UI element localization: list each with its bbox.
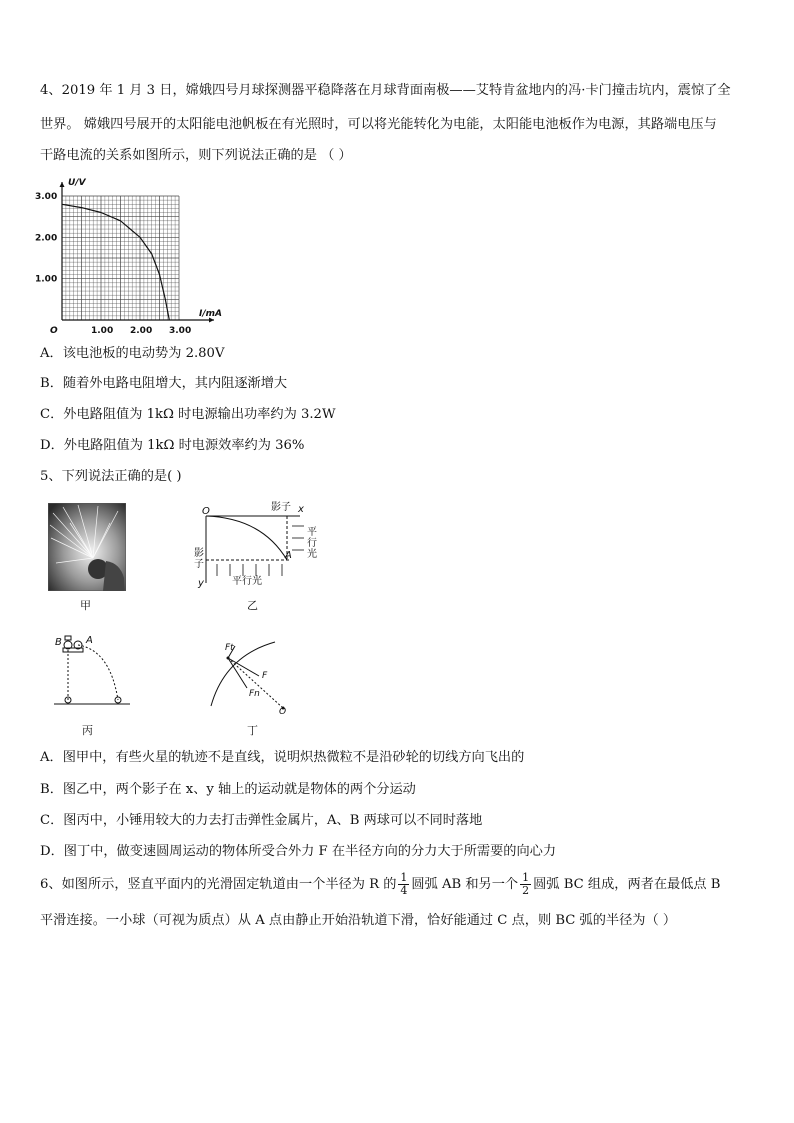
q5-option-b: B．图乙中，两个影子在 x、y 轴上的运动就是物体的两个分运动 xyxy=(40,782,416,797)
yi-label-guang: 光 xyxy=(307,549,317,560)
x-axis-label: I/mA xyxy=(199,309,222,319)
y-axis-arrow xyxy=(60,182,65,187)
figure-bing-two-balls xyxy=(52,630,132,710)
yi-label-shadow-top: 影子 xyxy=(271,502,291,513)
yi-label-shadow-side1: 影 xyxy=(194,548,204,559)
yi-label-y: y xyxy=(198,578,204,589)
x-tick-label: 2.00 xyxy=(130,326,153,335)
q4-option-c: C．外电路阻值为 1kΩ 时电源输出功率约为 3.2W xyxy=(40,407,336,422)
q4-option-d: D．外电路阻值为 1kΩ 时电源效率约为 36% xyxy=(40,438,305,453)
q6-fraction-quarter: $\frac{1}{4}$ xyxy=(400,871,408,897)
ui-chart xyxy=(34,170,224,335)
figure-jia-grinding-sparks xyxy=(48,503,126,591)
y-axis-label: U/V xyxy=(68,178,86,188)
origin-label: O xyxy=(50,326,58,335)
q6-stem-line2: 平滑连接。一小球（可视为质点）从 A 点由静止开始沿轨道下滑，恰好能通过 C 点，则 BC 弧的半径为（ ） xyxy=(40,913,677,928)
ding-label-o: O xyxy=(279,707,287,716)
y-tick-label: 1.00 xyxy=(35,274,58,285)
y-tick-label: 3.00 xyxy=(35,192,58,202)
q4-stem-line3: 干路电流的关系如图所示，则下列说法正确的是 （ ） xyxy=(40,148,352,163)
x-tick-label: 3.00 xyxy=(169,326,192,335)
q4-stem-line2: 世界。 嫦娥四号展开的太阳能电池帆板在有光照时，可以将光能转化为电能，太阳能电池板作为电源，其路端电压与 xyxy=(40,117,717,132)
yi-label-ping: 平 xyxy=(307,527,317,538)
caption-yi: 乙 xyxy=(247,599,258,612)
figure-yi-shadow-projection xyxy=(192,498,332,593)
ding-label-f: F xyxy=(262,671,268,681)
ding-label-ft: Ft xyxy=(225,643,234,653)
yi-label-parallel: 平行光 xyxy=(232,576,262,587)
q5-option-d: D．图丁中，做变速圆周运动的物体所受合外力 F 在半径方向的分力大于所需要的向心力 xyxy=(40,844,557,859)
yi-label-shadow-side2: 子 xyxy=(194,559,204,570)
yi-label-xing: 行 xyxy=(307,538,317,549)
caption-jia: 甲 xyxy=(80,599,91,612)
yi-label-a: A xyxy=(285,550,292,561)
q5-option-a: A．图甲中，有些火星的轨迹不是直线，说明炽热微粒不是沿砂轮的切线方向飞出的 xyxy=(40,750,525,765)
q6-part3: 圆弧 BC 组成，两者在最低点 B xyxy=(533,877,721,892)
ding-label-fn: Fn xyxy=(249,689,260,699)
x-tick-label: 1.00 xyxy=(91,326,114,335)
q6-part2: 圆弧 AB 和另一个 xyxy=(411,877,519,892)
y-tick-label: 2.00 xyxy=(35,233,58,244)
q6-fraction-half: $\frac{1}{2}$ xyxy=(522,871,530,897)
caption-ding: 丁 xyxy=(247,724,258,737)
caption-bing: 丙 xyxy=(82,724,93,737)
figure-ding-force-decomposition xyxy=(205,636,295,716)
bing-label-b: B xyxy=(55,637,62,648)
bing-label-a: A xyxy=(86,635,93,646)
yi-label-x: x xyxy=(298,504,304,515)
q5-stem: 5、下列说法正确的是( ) xyxy=(40,469,182,484)
q5-option-c: C．图丙中，小锤用较大的力去打击弹性金属片，A、B 两球可以不同时落地 xyxy=(40,813,483,828)
q4-option-b: B．随着外电路电阻增大，其内阻逐渐增大 xyxy=(40,376,288,391)
q4-option-a: A．该电池板的电动势为 2.80V xyxy=(40,346,225,361)
yi-label-o: O xyxy=(202,506,210,517)
q6-part1: 6、如图所示，竖直平面内的光滑固定轨道由一个半径为 R 的 xyxy=(40,877,397,892)
q4-stem-line1: 4、2019 年 1 月 3 日，嫦娥四号月球探测器平稳降落在月球背面南极——艾特肯盆地内的冯·卡门撞击坑内，震惊了全 xyxy=(40,83,731,98)
q6-stem-line1 xyxy=(40,872,720,897)
